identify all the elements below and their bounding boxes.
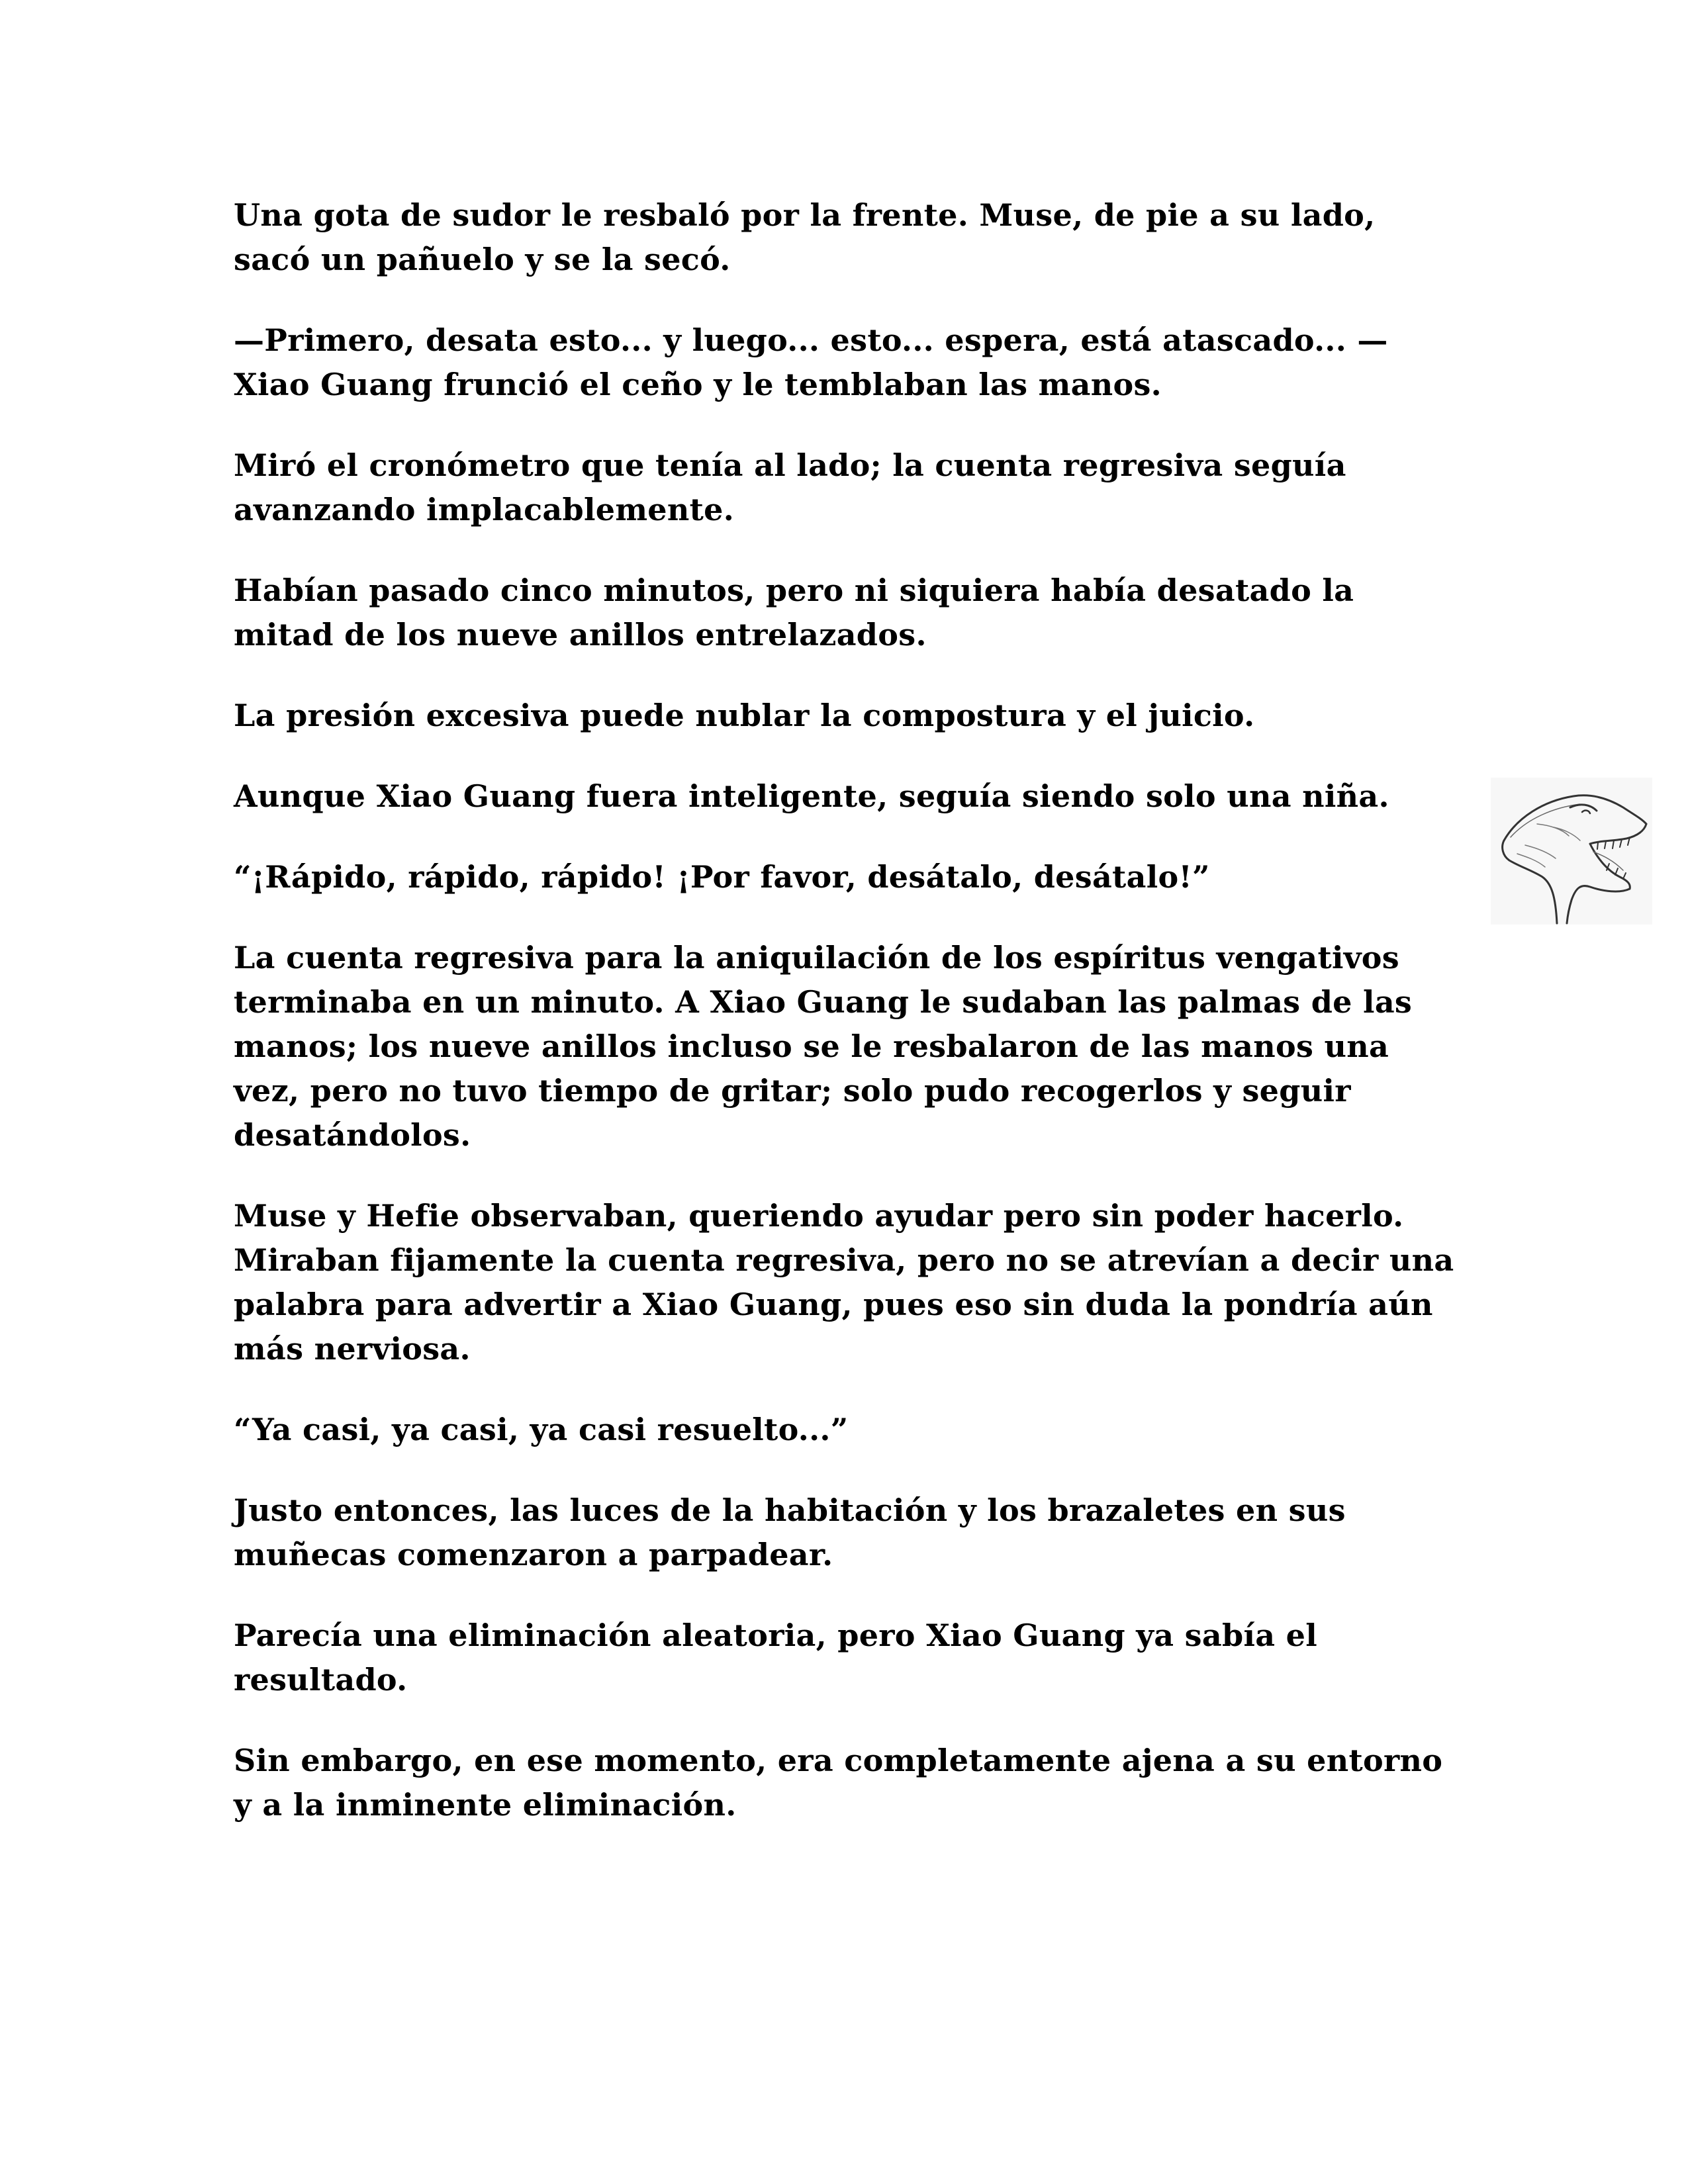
body-text (234, 193, 1458, 1864)
paragraph-3: Miró el cronómetro que tenía al lado; la cuenta regresiva seguía avanzando implacablemente. (234, 447, 1346, 527)
paragraph-6: Aunque Xiao Guang fuera inteligente, seguía siendo solo una niña. (234, 778, 1389, 814)
paragraph-5: La presión excesiva puede nublar la compostura y el juicio. (234, 698, 1255, 733)
paragraph-8: La cuenta regresiva para la aniquilación de los espíritus vengativos terminaba en un minuto. A Xiao Guang le sudaban las palmas de las manos; los nueve anillos incluso se le resbalaron de las manos una vez, pero no tuvo tiempo de gritar; solo pudo recogerlos y seguir desatándolos. (234, 940, 1413, 1153)
paragraph-11: Justo entonces, las luces de la habitación y los brazaletes en sus muñecas comenzaron a parpadear. (234, 1492, 1346, 1572)
paragraph-2: —Primero, desata esto... y luego... esto... espera, está atascado... —Xiao Guang frunció el ceño y le temblaban las manos. (234, 322, 1388, 402)
paragraph-13: Sin embargo, en ese momento, era completamente ajena a su entorno y a la inminente eliminación. (234, 1743, 1443, 1823)
paragraph-7: “¡Rápido, rápido, rápido! ¡Por favor, desátalo, desátalo!” (234, 859, 1210, 895)
dinosaur-sketch-icon (1491, 778, 1652, 925)
paragraph-1: Una gota de sudor le resbaló por la frente. Muse, de pie a su lado, sacó un pañuelo y se la secó. (234, 197, 1376, 277)
paragraph-12: Parecía una eliminación aleatoria, pero Xiao Guang ya sabía el resultado. (234, 1617, 1317, 1698)
paragraph-9: Muse y Hefie observaban, queriendo ayudar pero sin poder hacerlo. Miraban fijamente la cuenta regresiva, pero no se atrevían a decir una palabra para advertir a Xiao Guang, pues eso sin duda la pondría aún más nerviosa. (234, 1198, 1454, 1367)
paragraph-4: Habían pasado cinco minutos, pero ni siquiera había desatado la mitad de los nueve anillos entrelazados. (234, 572, 1354, 653)
paragraph-10: “Ya casi, ya casi, ya casi resuelto...” (234, 1412, 849, 1447)
